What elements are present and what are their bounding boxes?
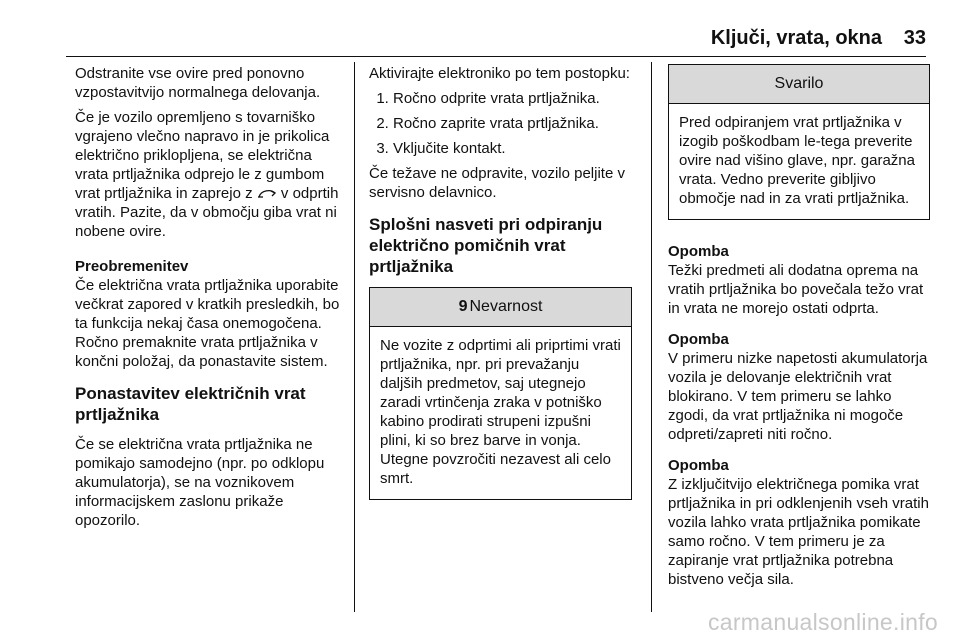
step-item: 3. Vključite kontakt. [393, 139, 632, 158]
note-title: Opomba [668, 457, 729, 474]
warning-text: Pred odpiranjem vrat prtljažnika v izogib poškodbam le-tega preverite ovire nad višino glave, npr. garažna vrata. Vedno preverite gibljivo območje nad in za vrati prtljažnika. [679, 114, 915, 207]
warning-title: Svarilo [669, 65, 929, 104]
step-item: 2. Ročno zaprite vrata prtljažnika. [393, 114, 632, 133]
column-3 [668, 64, 930, 601]
step-item: 1. Ročno odprite vrata prtljažnika. [393, 89, 632, 108]
note-title: Opomba [668, 243, 729, 260]
header-rule [66, 56, 926, 57]
note-text: Z izključitvijo električnega pomika vrat prtljažnika in pri odklenjenih vseh vratih vozila lahko vrata prtljažnika pomikate samo ročno. V tem primeru je za zapiranje vrat prtljažnika potrebna bistveno večja sila. [668, 476, 929, 588]
note-block [668, 456, 930, 589]
page-title: Ključi, vrata, okna [710, 27, 882, 49]
watermark: carmanualsonline.info [707, 609, 938, 635]
paragraph-remove-obstacles: Odstranite vse ovire pred ponovno vzpostavitvijo normalnega delovanja. [75, 65, 321, 101]
page-header [0, 0, 960, 56]
column-2 [369, 64, 632, 500]
workshop-note: Če težave ne odpravite, vozilo peljite v servisno delavnico. [369, 165, 625, 201]
danger-text: Ne vozite z odprtimi ali priprtimi vrati prtljažnika, npr. pri prevažanju daljših predmetov, saj utegnejo zaradi vrtinčenja zraka v potniško kabino prodirati strupeni izpušni plini, ki so brez barve in vonja. Utegne povzročiti nezavest ali celo smrt. [380, 337, 621, 487]
column-1 [75, 64, 347, 536]
activation-steps [369, 89, 632, 158]
general-advice-heading: Splošni nasveti pri odpiranju električno pomičnih vrat prtljažnika [369, 215, 603, 276]
note-text: Težki predmeti ali dodatna oprema na vratih prtljažnika bo povečala težo vrat in vrata ne morejo ostati odprta. [668, 262, 924, 317]
tailgate-close-icon [257, 185, 277, 197]
danger-box-header [370, 288, 631, 327]
note-block [668, 242, 930, 318]
warning-box [668, 64, 930, 220]
note-title: Opomba [668, 331, 729, 348]
danger-box [369, 287, 632, 500]
column-divider-1 [354, 62, 355, 612]
page-number: 33 [903, 27, 926, 49]
danger-symbol-icon: 9 [458, 298, 468, 315]
note-text: V primeru nizke napetosti akumulatorja vozila je delovanje električnih vrat blokirano. V tem primeru se lahko zgodi, da vrat prtljažnika ni mogoče odpreti/zapreti niti ročno. [668, 350, 928, 443]
activation-intro: Aktivirajte elektroniko po tem postopku: [369, 65, 630, 82]
note-block [668, 330, 930, 444]
paragraph-towbar: Če je vozilo opremljeno s tovarniško vgrajeno vlečno napravo in je prikolica električno priklopljena, se električna vrata prtljažnika odprejo le z gumbom vrat prtljažnika in zaprejo z v odprtih vratih. Pazite, da v območju giba vrat ni nobene ovire. [75, 109, 339, 240]
overload-title: Preobremenitev [75, 258, 189, 275]
overload-text: Če električna vrata prtljažnika uporabite večkrat zapored v kratkih presledkih, bo ta funkcija nekaj časa onemogočena. Ročno premaknite vrata prtljažnika v končni položaj, da ponastavite sistem. [75, 277, 340, 370]
danger-title: Nevarnost [469, 298, 543, 315]
reset-heading: Ponastavitev električnih vrat prtljažnika [75, 384, 306, 424]
reset-text: Če se električna vrata prtljažnika ne pomikajo samodejno (npr. po odklopu akumulatorja), se na voznikovem informacijskem zaslonu prikaže opozorilo. [75, 436, 325, 529]
column-divider-2 [651, 62, 652, 612]
